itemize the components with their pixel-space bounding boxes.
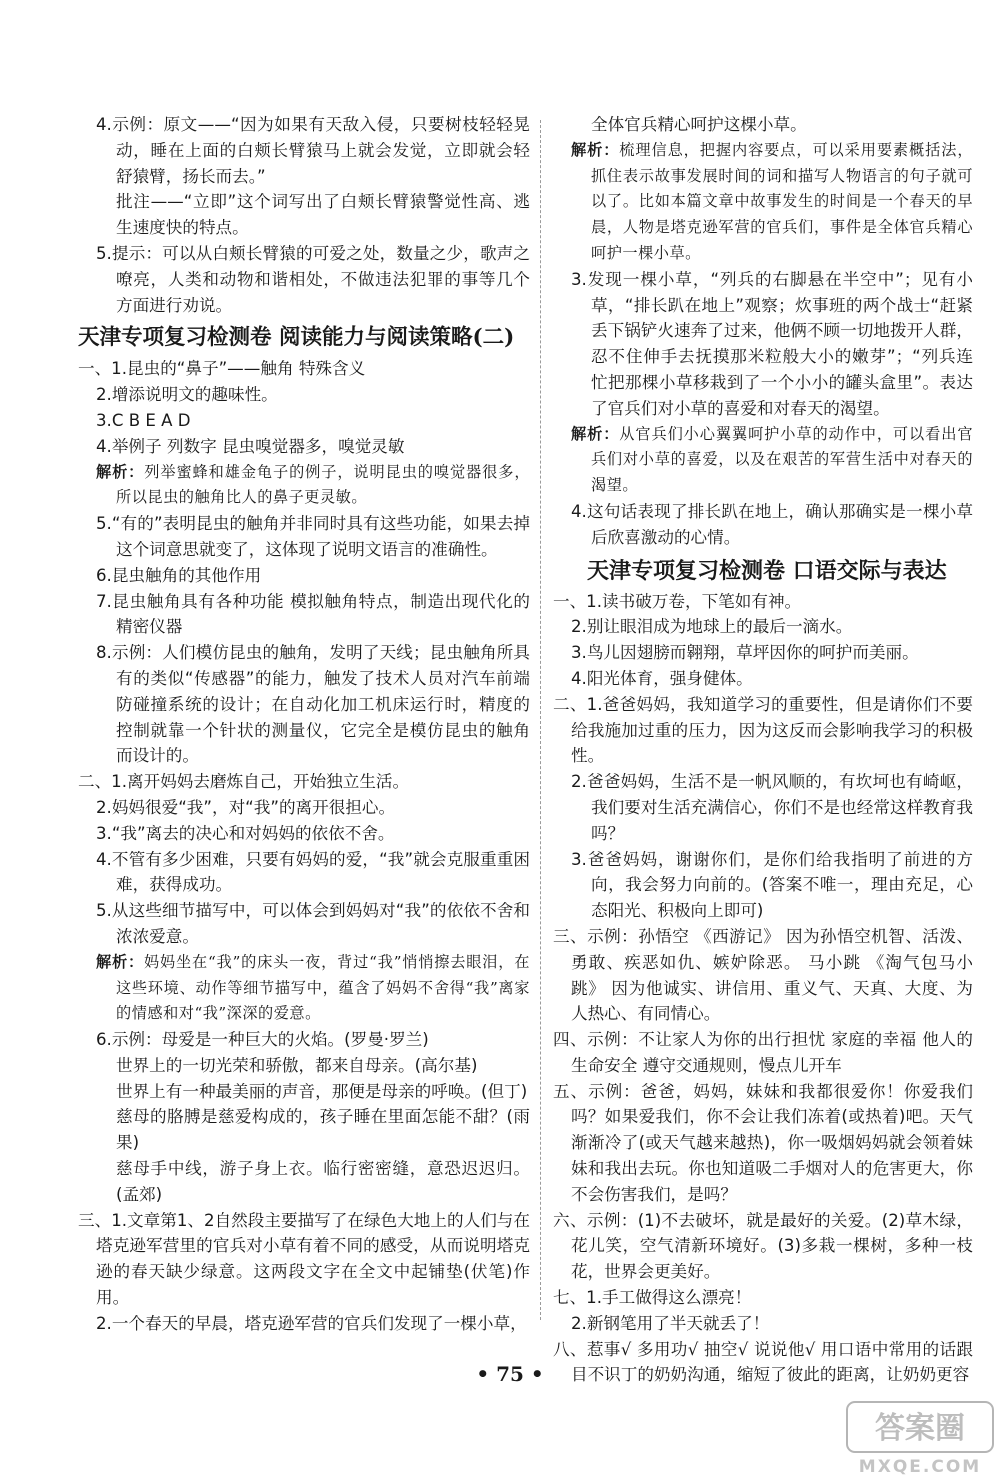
left-column: [78, 112, 530, 1337]
right-column: [553, 112, 973, 1388]
analysis-label: 解析：: [96, 952, 144, 971]
analysis-paragraph: [553, 138, 973, 267]
answer-line: 五、示例：爸爸，妈妈，妹妹和我都很爱你！你爱我们吗？如果爱我们，你不会让我们冻着(或热着)吧。天气渐渐冷了(或天气越来越热)，你一吸烟妈妈就会领着妹妹和我出去玩。你也知道吸二手烟对人的危害更大，你不会伤害我们，是吗？: [553, 1081, 973, 1204]
answer-line: 3.爸爸妈妈，谢谢你们，是你们给我指明了前进的方向，我会努力向前的。(答案不唯一，理由充足，心态阳光、积极向上即可): [571, 849, 973, 921]
answer-line: 3.C B E A D: [96, 410, 191, 430]
answer-line: 7.昆虫触角具有各种功能 模拟触角特点，制造出现代化的精密仪器: [96, 591, 530, 637]
section-title: 天津专项复习检测卷 阅读能力与阅读策略(二): [78, 325, 515, 351]
answer-line: 七、1.手工做得这么漂亮！: [553, 1288, 752, 1308]
analysis-label: 解析：: [571, 140, 620, 159]
answer-line: 2.新钢笔用了半天就丢了！: [571, 1313, 770, 1333]
answer-line: 4.阳光体育，强身健体。: [571, 668, 753, 688]
answer-line: 3.鸟儿因翅膀而翱翔，草坪因你的呵护而美丽。: [571, 643, 919, 663]
column-divider: [540, 120, 541, 1320]
watermark-bottom-text: MXQE.COM: [858, 1457, 982, 1477]
answer-line: 2.爸爸妈妈，生活不是一帆风顺的，有坎坷也有崎岖，我们要对生活充满信心，你们不是也经常这样教育我吗？: [571, 772, 973, 843]
answer-line: 5.“有的”表明昆虫的触角并非同时具有这些功能，如果去掉这个词意思就变了，这体现了说明文语言的准确性。: [96, 514, 530, 559]
answer-line: 一、1.昆虫的“鼻子”——触角 特殊含义: [78, 359, 366, 379]
analysis-text: 从官兵们小心翼翼呵护小草的动作中，可以看出官兵们对小草的喜爱，以及在艰苦的军营生活中对春天的渴望。: [591, 424, 974, 495]
answer-line: 4.示例：原文——“因为如果有天敌入侵，只要树枝轻轻晃动，睡在上面的白颊长臂猿马上就会发觉，立即就会轻舒猿臂，扬长而去。”: [96, 115, 530, 186]
analysis-paragraph: [78, 460, 530, 512]
answer-line: 二、1.离开妈妈去磨炼自己，开始独立生活。: [78, 772, 410, 792]
analysis-label: 解析：: [571, 424, 620, 443]
analysis-paragraph: [553, 422, 973, 499]
answer-line: 2.妈妈很爱“我”，对“我”的离开很担心。: [96, 797, 396, 817]
answer-line: 八、惹事√ 多用功√ 抽空√ 说说他√ 用口语中常用的话跟目不识丁的奶奶沟通，缩短了彼此的距离，让奶奶更容: [553, 1339, 973, 1385]
answer-line: 世界上的一切光荣和骄傲，都来自母亲。(高尔基): [116, 1055, 478, 1075]
answer-line: 慈母手中线，游子身上衣。临行密密缝，意恐迟迟归。(孟郊): [116, 1159, 530, 1204]
analysis-paragraph: [78, 950, 530, 1027]
answer-line: 批注——“立即”这个词写出了白颊长臂猿警觉性高、逃生速度快的特点。: [116, 192, 530, 238]
answer-line: 慈母的胳膊是慈爱构成的，孩子睡在里面怎能不甜？(雨果): [116, 1107, 530, 1153]
answer-line: 4.举例子 列数字 昆虫嗅觉器多，嗅觉灵敏: [96, 436, 405, 456]
page-number: • 75 •: [476, 1362, 544, 1386]
answer-line: 8.示例：人们模仿昆虫的触角，发明了天线；昆虫触角所具有的类似“传感器”的能力，触发了技术人员对汽车前端防碰撞系统的设计；在自动化加工机床运行时，精度的控制就靠一个针状的测量仪，它完全是模仿昆虫的触角而设计的。: [96, 643, 530, 766]
answer-line: 四、示例：不让家人为你的出行担忧 家庭的幸福 他人的生命安全 遵守交通规则，慢点儿开车: [553, 1030, 973, 1075]
answer-line: 一、1.读书破万卷，下笔如有神。: [553, 591, 802, 611]
answer-line: 2.增添说明文的趣味性。: [96, 385, 278, 405]
answer-line: 二、1.爸爸妈妈，我知道学习的重要性，但是请你们不要给我施加过重的压力，因为这反而会影响我学习的积极性。: [553, 694, 973, 766]
analysis-text: 妈妈坐在“我”的床头一夜，背过“我”悄悄擦去眼泪，在这些环境、动作等细节描写中，蕴含了妈妈不舍得“我”离家的情感和对“我”深深的爱意。: [116, 952, 530, 1023]
answer-line: 6.示例：母爱是一种巨大的火焰。(罗曼·罗兰): [96, 1030, 429, 1050]
answer-line: 2.一个春天的早晨，塔克逊军营的官兵们发现了一棵小草，: [96, 1313, 527, 1333]
answer-line: 2.别让眼泪成为地球上的最后一滴水。: [571, 617, 853, 637]
answer-line: 3.“我”离去的决心和对妈妈的依依不舍。: [96, 823, 395, 843]
answer-line: 3.发现一棵小草，“列兵的右脚悬在半空中”；见有小草，“排长趴在地上”观察；炊事班的两个战士“赶紧丢下锅铲火速奔了过来，他俩不顾一切地拨开人群，忍不住伸手去抚摸那米粒般大小的嫩芽”；“列兵连忙把那棵小草移栽到了一个小小的罐头盒里”。表达了官兵们对小草的喜爱和对春天的渴望。: [571, 269, 973, 418]
analysis-text: 梳理信息，把握内容要点，可以采用要素概括法，抓住表示故事发展时间的词和描写人物语言的句子就可以了。比如本篇文章中故事发生的时间是一个春天的早晨，人物是塔克逊军营的官兵们，事件是全体官兵精心呵护一棵小草。: [591, 140, 974, 262]
answer-line: 三、1.文章第1、2自然段主要描写了在绿色大地上的人们与在塔克逊军营里的官兵对小草有着不同的感受，从而说明塔克逊的春天缺少绿意。这两段文字在全文中起铺垫(伏笔)作用。: [78, 1210, 530, 1308]
answer-line: 世界上有一种最美丽的声音，那便是母亲的呼唤。(但丁): [116, 1081, 528, 1101]
section-title: 天津专项复习检测卷 口语交际与表达: [587, 557, 947, 584]
answer-line: 全体官兵精心呵护这棵小草。: [591, 115, 807, 134]
answer-line: 4.不管有多少困难，只要有妈妈的爱，“我”就会克服重重困难，获得成功。: [96, 849, 530, 895]
watermark-logo: [845, 1400, 995, 1478]
answer-line: 6.昆虫触角的其他作用: [96, 565, 262, 585]
answer-line: 4.这句话表现了排长趴在地上，确认那确实是一棵小草后欣喜激动的心情。: [571, 501, 973, 547]
answer-line: 六、示例：(1)不去破坏，就是最好的关爱。(2)草木绿，花儿笑，空气清新环境好。(3)多栽一棵树，多种一枝花，世界会更美好。: [553, 1210, 973, 1282]
analysis-label: 解析：: [96, 462, 145, 481]
watermark-top-text: 答案圈: [875, 1411, 965, 1446]
answer-line: 5.提示：可以从白颊长臂猿的可爱之处，数量之少，歌声之嘹亮，人类和动物和谐相处，不做违法犯罪的事等几个方面进行劝说。: [96, 243, 530, 315]
answer-line: 三、示例：孙悟空 《西游记》 因为孙悟空机智、活泼、勇敢、疾恶如仇、嫉妒除恶。 马小跳 《淘气包马小跳》 因为他诚实、讲信用、重义气、天真、大度、为人热心、有同情心。: [553, 926, 973, 1024]
answer-line: 5.从这些细节描写中，可以体会到妈妈对“我”的依依不舍和浓浓爱意。: [96, 901, 530, 946]
analysis-text: 列举蜜蜂和雄金龟子的例子，说明昆虫的嗅觉器很多，所以昆虫的触角比人的鼻子更灵敏。: [116, 462, 531, 507]
